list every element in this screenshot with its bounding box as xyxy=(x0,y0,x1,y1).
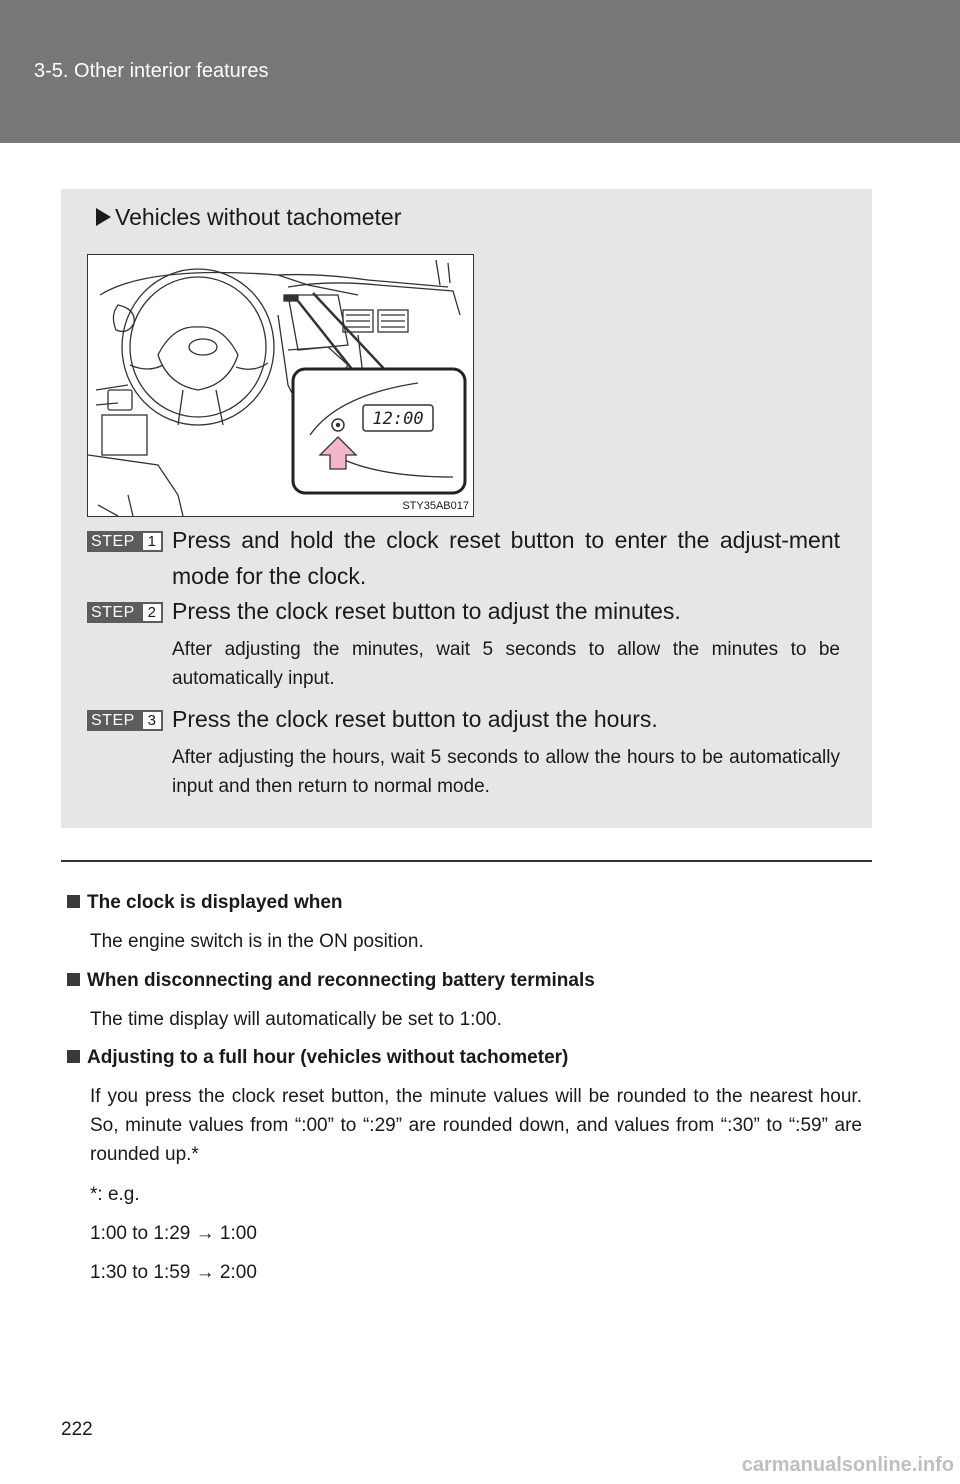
section-title: 3-5. Other interior features xyxy=(34,60,269,82)
step-2-note: After adjusting the minutes, wait 5 seconds to allow the minutes to be automatically input. xyxy=(172,639,840,689)
step-label: STEP xyxy=(91,533,135,550)
step-number: 1 xyxy=(143,533,161,550)
square-bullet-icon xyxy=(67,973,80,986)
step-badge-3 xyxy=(87,710,163,731)
step-1-text: Press and hold the clock reset button to enter the adjust-ment mode for the clock. xyxy=(172,527,840,589)
step-3-note: After adjusting the hours, wait 5 seconds to allow the hours to be automatically input and then return to normal mode. xyxy=(172,747,840,797)
step-badge-1 xyxy=(87,531,163,552)
step-label: STEP xyxy=(91,712,135,729)
section-divider xyxy=(61,860,872,862)
step-2-text: Press the clock reset button to adjust the minutes. xyxy=(172,598,681,624)
step-3-text: Press the clock reset button to adjust the hours. xyxy=(172,706,658,732)
step-badge-2 xyxy=(87,602,163,623)
figure-code: STY35AB017 xyxy=(402,500,469,512)
step-label: STEP xyxy=(91,604,135,621)
example-line-1: 1:00 to 1:29 → 1:00 xyxy=(90,1223,257,1244)
panel-subheading xyxy=(96,204,401,231)
watermark: carmanualsonline.info xyxy=(741,1454,954,1476)
subheading-text: Vehicles without tachometer xyxy=(115,204,402,230)
example-line-2: 1:30 to 1:59 → 2:00 xyxy=(90,1262,257,1283)
note-body-3: If you press the clock reset button, the minute values will be rounded to the nearest hour. So, minute values from “:00” to “:29” are rounded down, and values from “:30” to “:59” are rounded up.* xyxy=(90,1086,862,1165)
note-heading-3 xyxy=(67,1047,568,1069)
dashboard-illustration xyxy=(87,254,474,517)
square-bullet-icon xyxy=(67,895,80,908)
note-heading-text: The clock is displayed when xyxy=(87,892,343,913)
steering-wheel-inner xyxy=(130,277,266,417)
page-header xyxy=(0,0,960,143)
example-label: *: e.g. xyxy=(90,1184,140,1205)
note-body-2: The time display will automatically be set to 1:00. xyxy=(90,1009,502,1030)
triangle-bullet-icon xyxy=(96,208,111,226)
note-body-1: The engine switch is in the ON position. xyxy=(90,931,424,952)
page-number: 222 xyxy=(61,1419,93,1440)
note-heading-text: When disconnecting and reconnecting battery terminals xyxy=(87,970,595,991)
step-number: 3 xyxy=(143,712,161,729)
note-heading-1 xyxy=(67,892,343,914)
clock-display-text: 12:00 xyxy=(372,409,424,429)
steering-wheel-outer xyxy=(122,269,274,425)
dashboard-drawing xyxy=(88,255,473,516)
step-number: 2 xyxy=(143,604,161,621)
note-heading-2 xyxy=(67,970,595,992)
square-bullet-icon xyxy=(67,1050,80,1063)
note-heading-text: Adjusting to a full hour (vehicles without tachometer) xyxy=(87,1047,569,1068)
